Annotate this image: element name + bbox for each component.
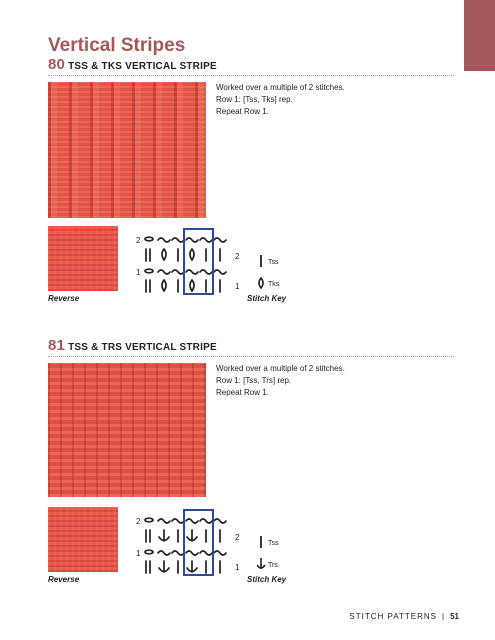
tks-key-symbol bbox=[259, 278, 263, 288]
page-title: Vertical Stripes bbox=[48, 35, 186, 56]
stitch-key bbox=[257, 250, 287, 300]
return-symbol bbox=[200, 519, 212, 523]
trs-key-symbol bbox=[257, 558, 265, 569]
loop-symbol bbox=[145, 269, 153, 273]
chart-row-number: 2 bbox=[235, 533, 240, 542]
stitch-chart bbox=[126, 507, 246, 577]
return-symbol bbox=[214, 519, 226, 523]
chart-row-number: 2 bbox=[136, 517, 141, 526]
return-symbol bbox=[200, 270, 212, 274]
instruction-line: Worked over a multiple of 2 stitches. bbox=[216, 83, 345, 92]
page-number: 51 bbox=[450, 612, 459, 621]
return-symbol bbox=[186, 519, 198, 523]
return-symbol bbox=[158, 519, 170, 523]
trs-symbol bbox=[159, 561, 169, 572]
return-symbol bbox=[186, 551, 198, 555]
tks-symbol bbox=[190, 249, 194, 260]
section-label: STITCH PATTERNS bbox=[349, 612, 438, 621]
return-symbol bbox=[172, 551, 184, 555]
instruction-line: Worked over a multiple of 2 stitches. bbox=[216, 364, 345, 373]
return-symbol bbox=[200, 551, 212, 555]
pattern-instructions bbox=[216, 82, 345, 118]
stitch-key bbox=[257, 531, 287, 581]
trs-symbol bbox=[159, 530, 169, 541]
reverse-swatch-photo bbox=[48, 226, 118, 291]
stitch-chart bbox=[126, 226, 246, 296]
pattern-name: TSS & TKS VERTICAL STRIPE bbox=[68, 61, 217, 72]
chart-row-number: 1 bbox=[136, 268, 141, 277]
trs-symbol bbox=[187, 530, 197, 541]
return-symbol bbox=[200, 238, 212, 242]
return-symbol bbox=[214, 551, 226, 555]
chart-row-number: 1 bbox=[136, 549, 141, 558]
reverse-caption: Reverse bbox=[48, 575, 80, 584]
key-label: Tks bbox=[268, 281, 280, 288]
instruction-line: Repeat Row 1. bbox=[216, 388, 269, 397]
chart-row-number: 1 bbox=[235, 282, 240, 291]
pattern-name: TSS & TRS VERTICAL STRIPE bbox=[68, 342, 217, 353]
return-symbol bbox=[214, 270, 226, 274]
pattern-heading bbox=[48, 339, 217, 355]
return-symbol bbox=[186, 270, 198, 274]
loop-symbol bbox=[145, 550, 153, 554]
return-symbol bbox=[158, 551, 170, 555]
page-footer bbox=[349, 612, 459, 621]
instruction-line: Row 1: [Tss, Trs] rep. bbox=[216, 376, 292, 385]
chapter-tab bbox=[464, 0, 495, 71]
pattern-instructions bbox=[216, 363, 345, 399]
key-label: Tss bbox=[268, 259, 279, 266]
chart-row-number: 1 bbox=[235, 563, 240, 572]
swatch-photo bbox=[48, 363, 206, 497]
return-symbol bbox=[172, 270, 184, 274]
loop-symbol bbox=[145, 237, 153, 241]
stitch-key-caption: Stitch Key bbox=[247, 575, 287, 584]
tks-symbol bbox=[190, 280, 194, 291]
key-label: Trs bbox=[268, 562, 278, 569]
tks-symbol bbox=[162, 249, 166, 260]
stitch-key-caption: Stitch Key bbox=[247, 294, 287, 303]
tks-symbol bbox=[162, 280, 166, 291]
key-label: Tss bbox=[268, 540, 279, 547]
pattern-heading bbox=[48, 58, 217, 74]
chart-row-number: 2 bbox=[235, 252, 240, 261]
instruction-line: Row 1: [Tss, Tks] rep. bbox=[216, 95, 293, 104]
footer-separator: | bbox=[442, 612, 446, 621]
trs-symbol bbox=[187, 561, 197, 572]
return-symbol bbox=[158, 238, 170, 242]
section-divider bbox=[48, 75, 454, 76]
return-symbol bbox=[214, 238, 226, 242]
chart-row-number: 2 bbox=[136, 236, 141, 245]
return-symbol bbox=[172, 238, 184, 242]
swatch-photo bbox=[48, 82, 206, 218]
return-symbol bbox=[158, 270, 170, 274]
pattern-number: 81 bbox=[48, 337, 66, 354]
return-symbol bbox=[186, 238, 198, 242]
section-divider bbox=[48, 356, 454, 357]
loop-symbol bbox=[145, 518, 153, 522]
reverse-caption: Reverse bbox=[48, 294, 80, 303]
instruction-line: Repeat Row 1. bbox=[216, 107, 269, 116]
pattern-number: 80 bbox=[48, 56, 66, 73]
reverse-swatch-photo bbox=[48, 507, 118, 572]
return-symbol bbox=[172, 519, 184, 523]
